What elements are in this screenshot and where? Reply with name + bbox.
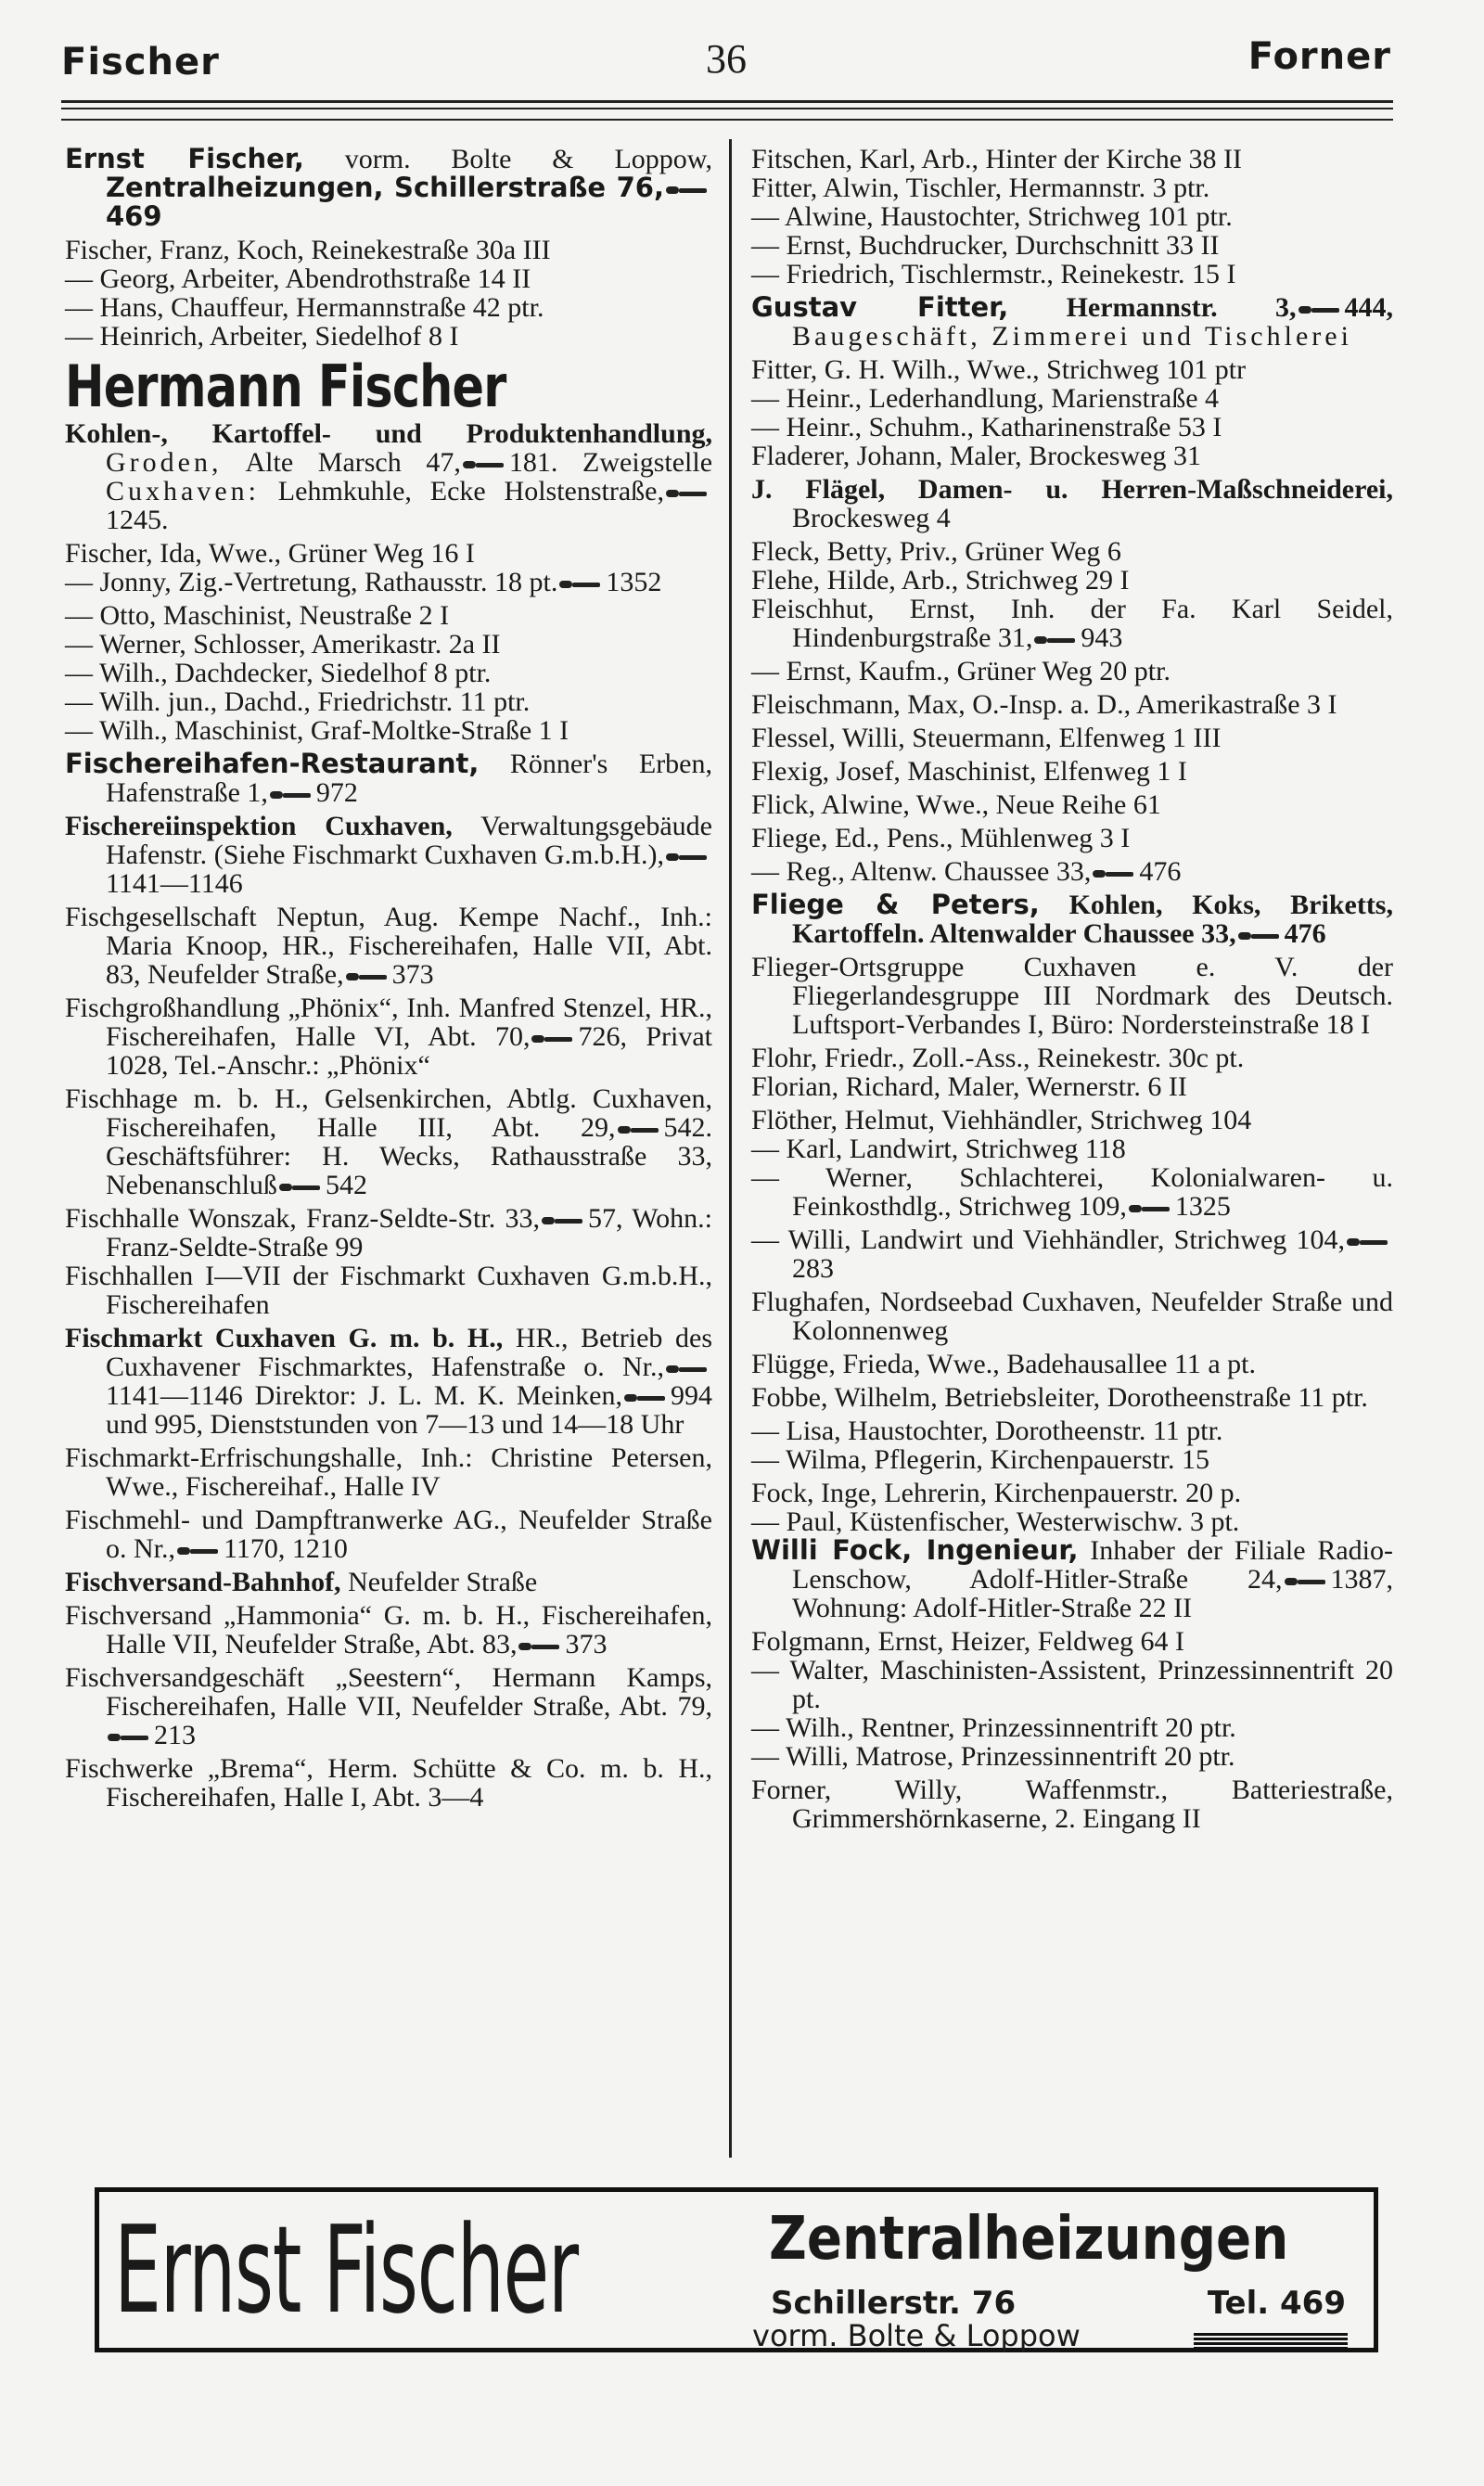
ad-trade: Zentralheizungen — [769, 2205, 1289, 2274]
entry-text: — Heinrich, Arbeiter, Siedelhof 8 I — [65, 321, 459, 352]
telephone-icon — [531, 1033, 572, 1044]
directory-entry — [751, 173, 1393, 202]
entry-text: 1352 — [606, 567, 662, 597]
entry-text: Fischhallen I—VII der Fischmarkt Cuxhaven G.m.b.H., Fischereihafen — [65, 1261, 712, 1320]
entry-text: 373 — [565, 1629, 608, 1659]
telephone-icon — [177, 1545, 218, 1557]
entry-text: — Wilh., Rentner, Prinzessinnentrift 20 ptr. — [751, 1712, 1236, 1743]
entry-text: Fleischmann, Max, O.-Insp. a. D., Amerikastraße 3 I — [751, 689, 1337, 720]
directory-entry — [751, 145, 1393, 173]
entry-text: 1387, Wohnung: Adolf-Hitler-Straße 22 II — [792, 1564, 1393, 1623]
directory-entry — [751, 857, 1393, 886]
entry-text: — Georg, Arbeiter, Abendrothstraße 14 II — [65, 263, 531, 294]
entry-text: 943 — [1081, 622, 1123, 653]
entry-text: 476 — [1284, 918, 1326, 949]
directory-entry — [751, 537, 1393, 566]
entry-text: 476 — [1139, 856, 1182, 887]
directory-entry — [751, 1350, 1393, 1378]
entry-text: Kohlen, Koks, Briketts, Kartoffeln. Altenwalder Chaussee 33, — [792, 890, 1393, 949]
entry-text: — Walter, Maschinisten-Assistent, Prinzessinnentrift 20 pt. — [751, 1655, 1393, 1714]
directory-entry — [751, 260, 1393, 288]
entry-text: — Wilma, Pflegerin, Kirchenpauerstr. 15 — [751, 1444, 1209, 1475]
entry-text: Fleischhut, Ernst, Inh. der Fa. Karl Seidel, Hindenburgstraße 31, — [751, 594, 1393, 653]
directory-entry — [751, 1044, 1393, 1072]
entry-text: Inhaber der Filiale Radio-Lenschow, Adolf-Hitler-Straße 24, — [792, 1535, 1393, 1595]
entry-text: Flöther, Helmut, Viehhändler, Strichweg 104 — [751, 1105, 1252, 1135]
advertisement-box — [95, 2187, 1378, 2352]
directory-entry — [751, 231, 1393, 260]
directory-entry — [751, 293, 1393, 351]
entry-text: Fischhage m. b. H., Gelsenkirchen, Abtlg. Cuxhaven, Fischereihafen, Halle III, Abt. 29, — [65, 1083, 712, 1143]
header-left-keyword: Fischer — [61, 41, 220, 83]
telephone-icon — [618, 1124, 659, 1135]
directory-entry — [751, 953, 1393, 1039]
telephone-icon — [518, 1641, 559, 1652]
telephone-icon — [666, 185, 707, 196]
entry-text: Fladerer, Johann, Maler, Brockesweg 31 — [751, 441, 1201, 471]
entry-text: Florian, Richard, Maler, Wernerstr. 6 II — [751, 1071, 1187, 1102]
directory-entry — [65, 630, 712, 659]
telephone-icon — [542, 1215, 582, 1226]
directory-entry — [751, 1656, 1393, 1713]
directory-entry — [65, 322, 712, 351]
entry-text: Groden, — [106, 447, 223, 478]
entry-text: Flehe, Hilde, Arb., Strichweg 29 I — [751, 565, 1130, 596]
directory-entry — [65, 1754, 712, 1812]
entry-text: Fischereiinspektion Cuxhaven, — [65, 811, 453, 841]
telephone-icon — [666, 1364, 707, 1375]
entry-text: — Wilh. jun., Dachd., Friedrichstr. 11 ptr. — [65, 686, 531, 717]
header-rule — [61, 108, 1393, 109]
entry-text: Flieger-Ortsgruppe Cuxhaven e. V. der Fliegerlandesgruppe III Nordmark des Deutsch. Luftsport-Verbandes I, Büro: Nordersteinstraße 18 I — [751, 952, 1393, 1040]
entry-text: Zentralheizungen, Schillerstraße 76, — [106, 172, 664, 203]
directory-entry — [65, 601, 712, 630]
header-right-keyword: Forner — [1247, 35, 1391, 78]
entry-text: Flughafen, Nordseebad Cuxhaven, Neufelder Straße und Kolonnenweg — [751, 1287, 1393, 1346]
directory-entry — [751, 1225, 1393, 1283]
entry-text: — Willi, Landwirt und Viehhändler, Strichweg 104, — [751, 1224, 1345, 1255]
directory-entry — [751, 1445, 1393, 1474]
entry-text: — Paul, Küstenfischer, Westerwischw. 3 pt. — [751, 1506, 1240, 1537]
telephone-icon — [1285, 1576, 1325, 1587]
telephone-icon — [1238, 930, 1279, 942]
directory-entry — [751, 724, 1393, 752]
telephone-icon — [666, 488, 707, 499]
telephone-icon — [1129, 1203, 1170, 1214]
entry-text: Ernst Fischer, — [65, 143, 304, 174]
entry-text: Fitter, G. H. Wilh., Wwe., Strichweg 101 ptr — [751, 354, 1247, 385]
entry-text — [1008, 292, 1066, 323]
right-column — [751, 145, 1393, 1838]
entry-text: — Ernst, Buchdrucker, Durchschnitt 33 II — [751, 230, 1220, 261]
entry-text: Lehmkuhle, Ecke Holstenstraße, — [259, 476, 664, 506]
entry-text: Fleck, Betty, Priv., Grüner Weg 6 — [751, 536, 1121, 567]
directory-entry — [65, 716, 712, 745]
entry-text: Fischmarkt-Erfrischungshalle, Inh.: Christine Petersen, Wwe., Fischereihaf., Halle IV — [65, 1442, 712, 1502]
directory-entry — [751, 384, 1393, 413]
directory-entry — [65, 1663, 712, 1749]
entry-text: Fischmehl- und Dampftranwerke AG., Neufelder Straße o. Nr., — [65, 1505, 712, 1564]
entry-text: Brockesweg 4 — [792, 503, 951, 533]
directory-entry — [751, 1288, 1393, 1345]
entry-text: Rönner's Erben, Hafenstraße 1, — [106, 749, 712, 808]
telephone-icon — [1034, 634, 1075, 646]
directory-entry — [65, 568, 712, 596]
entry-text: — Willi, Matrose, Prinzessinnentrift 20 ptr. — [751, 1741, 1235, 1772]
entry-text — [1040, 890, 1069, 920]
entry-text: 972 — [315, 777, 358, 808]
entry-text: 1170, 1210 — [224, 1533, 348, 1564]
entry-text: Fischereihafen-Restaurant, — [65, 748, 480, 779]
entry-text: Fischhalle Wonszak, Franz-Seldte-Str. 33, — [65, 1203, 540, 1234]
entry-text: Folgmann, Ernst, Heizer, Feldweg 64 I — [751, 1626, 1185, 1657]
entry-text: Hermannstr. 3, — [1066, 292, 1297, 323]
entry-text: Neufelder Straße — [340, 1567, 538, 1597]
entry-text: 1141—1146 Direktor: J. L. M. K. Meinken, — [106, 1380, 622, 1411]
telephone-icon — [463, 459, 504, 470]
running-header — [61, 35, 1391, 100]
entry-text: 373 — [391, 959, 434, 990]
telephone-icon — [279, 1182, 320, 1193]
entry-text: Flick, Alwine, Wwe., Neue Reihe 61 — [751, 789, 1161, 820]
ad-company-name: Ernst Fischer — [114, 2199, 578, 2340]
ad-former-name: vorm. Bolte & Loppow — [752, 2318, 1081, 2353]
entry-text: Fischversandgeschäft „Seestern“, Hermann Kamps, Fischereihafen, Halle VII, Neufelder Straße, Abt. 79, — [65, 1662, 712, 1722]
directory-entry — [751, 355, 1393, 384]
entry-text: 469 — [106, 200, 162, 232]
entry-text: — Wilh., Maschinist, Graf-Moltke-Straße 1 I — [65, 715, 569, 746]
entry-text: Flexig, Josef, Maschinist, Elfenweg 1 I — [751, 756, 1187, 787]
entry-text: 213 — [154, 1720, 196, 1750]
directory-entry — [65, 1506, 712, 1563]
entry-text: — Reg., Altenw. Chaussee 33, — [751, 856, 1092, 887]
entry-text: Fock, Inge, Lehrerin, Kirchenpauerstr. 20 p. — [751, 1478, 1242, 1508]
directory-entry — [65, 903, 712, 989]
directory-entry — [65, 750, 712, 807]
directory-entry — [65, 236, 712, 264]
entry-text: Gustav Fitter, — [751, 291, 1009, 323]
directory-entry — [65, 419, 712, 534]
entry-text: Fobbe, Wilhelm, Betriebsleiter, Dorotheenstraße 11 ptr. — [751, 1382, 1368, 1413]
directory-entry — [751, 1072, 1393, 1101]
entry-text: 1245. — [106, 505, 169, 535]
directory-entry — [751, 1106, 1393, 1134]
entry-text: Fischmarkt Cuxhaven G. m. b. H., — [65, 1323, 504, 1353]
entry-text: vorm. Bolte & Loppow, — [303, 144, 712, 174]
telephone-icon — [559, 579, 600, 590]
directory-entry — [65, 812, 712, 898]
entry-text: Baugeschäft, Zimmerei und Tischlerei — [792, 321, 1352, 352]
entry-text: — Wilh., Dachdecker, Siedelhof 8 ptr. — [65, 658, 492, 688]
telephone-icon — [666, 852, 707, 863]
entry-text: 1325 — [1174, 1191, 1231, 1222]
entry-text: 181. Zweigstelle — [508, 447, 713, 478]
entry-text: — Friedrich, Tischlermstr., Reinekestr. 15 I — [751, 259, 1236, 289]
entry-text: — Heinr., Lederhandlung, Marienstraße 4 — [751, 383, 1220, 414]
entry-text: Willi Fock, Ingenieur, — [751, 1534, 1079, 1566]
entry-text: Kohlen-, Kartoffel- und Produktenhandlung, — [65, 418, 712, 449]
entry-text: Flessel, Willi, Steuermann, Elfenweg 1 III — [751, 723, 1222, 753]
directory-entry — [751, 566, 1393, 595]
directory-entry — [751, 1536, 1393, 1622]
directory-entry — [751, 1383, 1393, 1412]
entry-text: 283 — [792, 1253, 834, 1284]
telephone-icon — [1347, 1237, 1388, 1248]
telephone-icon — [1093, 868, 1133, 879]
directory-entry — [65, 539, 712, 568]
directory-entry — [65, 659, 712, 687]
directory-entry — [65, 145, 712, 231]
entry-text: Fliege & Peters, — [751, 889, 1040, 920]
telephone-icon — [346, 971, 387, 982]
entry-text: — Karl, Landwirt, Strichweg 118 — [751, 1134, 1126, 1164]
left-column — [65, 145, 712, 1816]
telephone-icon — [624, 1392, 665, 1403]
column-divider — [729, 139, 732, 2158]
header-rule — [61, 100, 1393, 103]
directory-entry — [751, 891, 1393, 948]
telephone-icon — [270, 789, 311, 801]
entry-text: 726, Privat 1028, Tel.-Anschr.: „Phönix“ — [106, 1021, 712, 1081]
entry-text: Fitter, Alwin, Tischler, Hermannstr. 3 ptr. — [751, 173, 1210, 203]
entry-text: Verwaltungsgebäude Hafenstr. (Siehe Fischmarkt Cuxhaven G.m.b.H.), — [106, 811, 712, 870]
entry-text: — Otto, Maschinist, Neustraße 2 I — [65, 600, 450, 631]
entry-text: Cuxhaven: — [106, 476, 260, 506]
directory-entry — [65, 1601, 712, 1659]
directory-entry — [751, 757, 1393, 786]
telephone-icon — [1298, 304, 1339, 315]
entry-text: 542 — [325, 1170, 367, 1200]
directory-entry — [751, 595, 1393, 652]
directory-entry — [65, 687, 712, 716]
entry-text: Fischversand „Hammonia“ G. m. b. H., Fischereihafen, Halle VII, Neufelder Straße, Abt. 83, — [65, 1600, 712, 1659]
directory-entry — [65, 1084, 712, 1199]
directory-entry — [751, 1775, 1393, 1833]
directory-entry — [751, 657, 1393, 686]
entry-text: 57, Wohn.: Franz-Seldte-Straße 99 — [106, 1203, 712, 1262]
directory-entry — [65, 1262, 712, 1319]
directory-entry — [751, 790, 1393, 819]
directory-entry — [751, 475, 1393, 532]
entry-text: — Alwine, Haustochter, Strichweg 101 ptr. — [751, 201, 1233, 232]
directory-entry — [751, 442, 1393, 470]
directory-entry — [65, 264, 712, 293]
directory-entry — [751, 1163, 1393, 1221]
directory-entry — [751, 413, 1393, 442]
ad-address: Schillerstr. 76 — [771, 2285, 1017, 2322]
entry-text: Flügge, Frieda, Wwe., Badehausallee 11 a pt. — [751, 1349, 1257, 1379]
directory-entry — [751, 202, 1393, 231]
entry-text: Fischwerke „Brema“, Herm. Schütte & Co. m. b. H., Fischereihafen, Halle I, Abt. 3—4 — [65, 1753, 712, 1813]
directory-entry — [65, 1324, 712, 1439]
entry-text: — Werner, Schlachterei, Kolonialwaren- u. Feinkosthdlg., Strichweg 109, — [751, 1162, 1393, 1222]
page-number: 36 — [706, 36, 747, 82]
directory-entry — [65, 993, 712, 1080]
entry-text: Flohr, Friedr., Zoll.-Ass., Reinekestr. 30c pt. — [751, 1043, 1245, 1073]
telephone-icon — [108, 1732, 148, 1743]
entry-text: Fischgroßhandlung „Phönix“, Inh. Manfred Stenzel, HR., Fischereihafen, Halle VI, Abt. 70, — [65, 993, 712, 1052]
directory-entry — [751, 824, 1393, 852]
directory-entry — [751, 690, 1393, 719]
entry-text: 444, — [1344, 292, 1394, 323]
ad-decorative-bar — [1194, 2333, 1348, 2348]
directory-entry — [751, 1507, 1393, 1536]
directory-entry — [751, 1742, 1393, 1771]
entry-text: 542. Geschäftsführer: H. Wecks, Rathausstraße 33, Nebenanschluß — [106, 1112, 712, 1200]
ad-phone: Tel. 469 — [1207, 2285, 1346, 2322]
directory-entry — [65, 293, 712, 322]
entry-text: — Jonny, Zig.-Vertretung, Rathausstr. 18 pt. — [65, 567, 558, 597]
directory-entry — [751, 1134, 1393, 1163]
entry-text: Fischer, Franz, Koch, Reinekestraße 30a III — [65, 235, 551, 265]
entry-text: Alte Marsch 47, — [222, 447, 461, 478]
entry-text: J. Flägel, Damen- u. Herren-Maßschneiderei, — [751, 474, 1393, 505]
entry-text: Fischgesellschaft Neptun, Aug. Kempe Nachf., Inh.: Maria Knoop, HR., Fischereihafen, Halle VII, Abt. 83, Neufelder Straße, — [65, 902, 712, 990]
directory-entry — [751, 1713, 1393, 1742]
entry-text: Fliege, Ed., Pens., Mühlenweg 3 I — [751, 823, 1131, 853]
directory-entry — [65, 1568, 712, 1596]
entry-text: — Lisa, Haustochter, Dorotheenstr. 11 ptr. — [751, 1416, 1223, 1446]
entry-text: Forner, Willy, Waffenmstr., Batteriestraße, Grimmershörnkaserne, 2. Eingang II — [751, 1775, 1393, 1834]
header-rule — [61, 119, 1393, 121]
entry-text: 994 und 995, Dienststunden von 7—13 und 14—18 Uhr — [106, 1380, 712, 1440]
entry-text: 1141—1146 — [106, 868, 243, 899]
directory-entry — [65, 1204, 712, 1262]
entry-text: Fitschen, Karl, Arb., Hinter der Kirche 38 II — [751, 144, 1243, 174]
entry-text: HR., Betrieb des Cuxhavener Fischmarktes, Hafenstraße o. Nr., — [106, 1323, 712, 1382]
entry-text: Fischversand-Bahnhof, — [65, 1567, 341, 1597]
entry-text: — Heinr., Schuhm., Katharinenstraße 53 I — [751, 412, 1222, 442]
directory-entry — [65, 1443, 712, 1501]
entry-text: — Ernst, Kaufm., Grüner Weg 20 ptr. — [751, 656, 1171, 686]
directory-entry — [751, 1416, 1393, 1445]
entry-text: Fischer, Ida, Wwe., Grüner Weg 16 I — [65, 538, 475, 569]
display-name-heading: Hermann Fischer — [65, 352, 506, 420]
directory-entry — [751, 1627, 1393, 1656]
entry-text: — Hans, Chauffeur, Hermannstraße 42 ptr. — [65, 292, 544, 323]
entry-text: — Werner, Schlosser, Amerikastr. 2a II — [65, 629, 501, 660]
directory-entry — [751, 1479, 1393, 1507]
